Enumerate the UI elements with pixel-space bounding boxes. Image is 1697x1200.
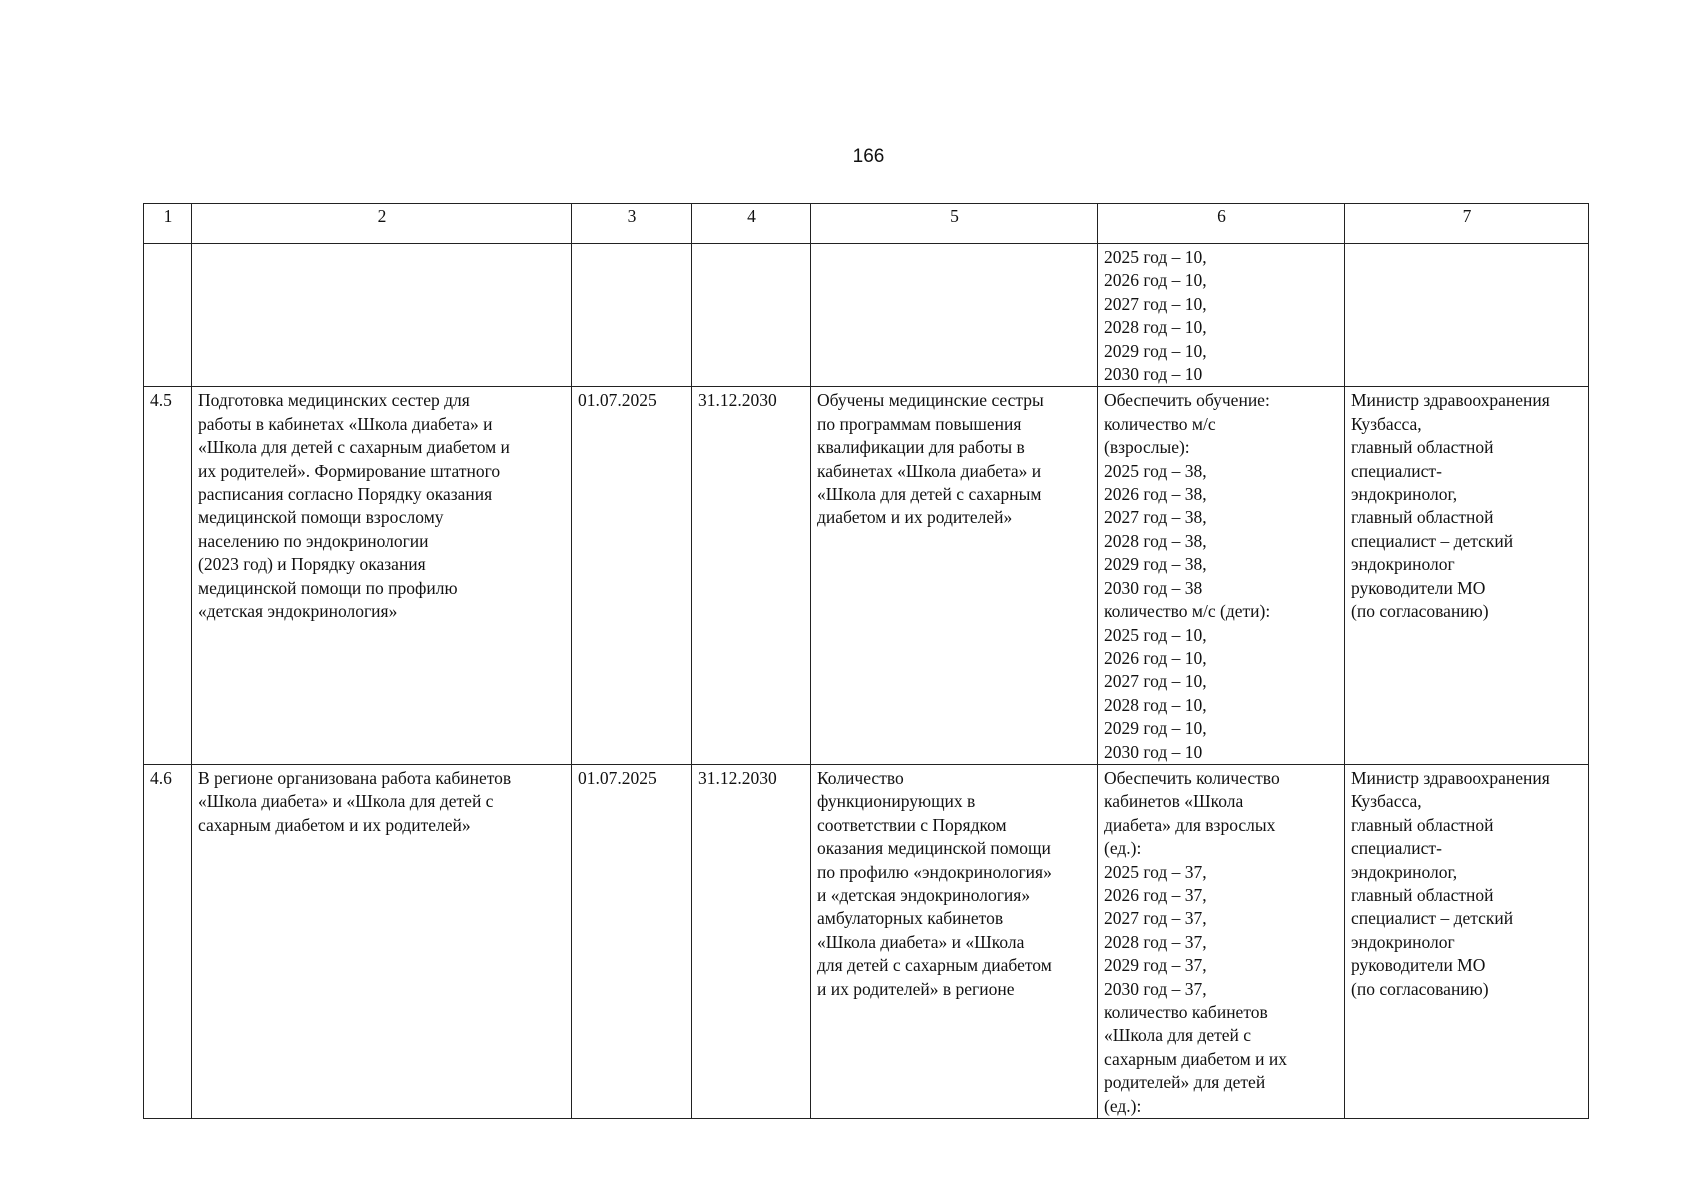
indicator-line: 2029 год – 38,: [1104, 554, 1207, 575]
indicator-line: 2026 год – 37,: [1104, 884, 1207, 905]
indicator-line: диабета» для взрослых: [1104, 814, 1276, 835]
text-line: (по согласованию): [1351, 978, 1489, 999]
indicator-text: [1104, 767, 1339, 1118]
column-header-1: 1: [144, 204, 192, 244]
start-date: 01.07.2025: [572, 387, 692, 765]
indicator-line: количество м/с (дети):: [1104, 601, 1271, 622]
text-line: «Школа диабета» и «Школа для детей с: [198, 791, 494, 812]
text-line: (по согласованию): [1351, 601, 1489, 622]
text-line: эндокринолог,: [1351, 861, 1458, 882]
continuation-row: [144, 244, 1589, 387]
continuation-num-cell: [144, 244, 192, 387]
indicator-cell: [1098, 387, 1345, 765]
indicator-line: (ед.):: [1104, 1095, 1142, 1116]
continuation-end-cell: [692, 244, 811, 387]
indicator-line: 2027 год – 10,: [1104, 293, 1207, 314]
indicator-line: 2026 год – 10,: [1104, 270, 1207, 291]
indicator-line: 2026 год – 38,: [1104, 484, 1207, 505]
indicator-line: 2029 год – 10,: [1104, 340, 1207, 361]
text-line: главный областной: [1351, 884, 1494, 905]
indicator-line: количество м/с: [1104, 413, 1216, 434]
text-line: расписания согласно Порядку оказания: [198, 484, 493, 505]
row-number: 4.6: [144, 764, 192, 1118]
row-number: 4.5: [144, 387, 192, 765]
measures-table: [143, 203, 1589, 1119]
text-line: диабетом и их родителей»: [817, 507, 1013, 528]
text-line: медицинской помощи по профилю: [198, 577, 458, 598]
text-line: их родителей». Формирование штатного: [198, 460, 501, 481]
column-header-5: 5: [811, 204, 1098, 244]
column-header-6: 6: [1098, 204, 1345, 244]
indicator-line: 2025 год – 10,: [1104, 247, 1207, 267]
indicator-line: сахарным диабетом и их: [1104, 1048, 1287, 1069]
text-line: для детей с сахарным диабетом: [817, 955, 1052, 976]
text-line: В регионе организована работа кабинетов: [198, 767, 512, 788]
indicator-line: родителей» для детей: [1104, 1072, 1266, 1093]
indicator-line: 2028 год – 10,: [1104, 694, 1207, 715]
text-line: Министр здравоохранения: [1351, 390, 1550, 411]
indicator-line: 2026 год – 10,: [1104, 647, 1207, 668]
page-number: 166: [852, 146, 885, 167]
result-cell: [811, 764, 1098, 1118]
indicator-line: «Школа для детей с: [1104, 1025, 1252, 1046]
indicator-line: 2027 год – 37,: [1104, 908, 1207, 929]
end-date: 31.12.2030: [692, 764, 811, 1118]
start-date: 01.07.2025: [572, 764, 692, 1118]
text-line: эндокринолог,: [1351, 484, 1458, 505]
responsible-cell: [1345, 764, 1589, 1118]
indicator-line: 2029 год – 10,: [1104, 718, 1207, 739]
text-line: и их родителей» в регионе: [817, 978, 1015, 999]
column-header-2: 2: [192, 204, 572, 244]
text-line: Кузбасса,: [1351, 413, 1422, 434]
indicator-line: 2027 год – 10,: [1104, 671, 1207, 692]
text-line: руководители МО: [1351, 955, 1486, 976]
text-line: руководители МО: [1351, 577, 1486, 598]
text-line: Количество: [817, 767, 904, 788]
text-line: функционирующих в: [817, 791, 976, 812]
text-line: специалист – детский: [1351, 530, 1514, 551]
continuation-indicator-cell: [1098, 244, 1345, 387]
continuation-title-cell: [192, 244, 572, 387]
table-row: [144, 764, 1589, 1118]
text-line: «Школа для детей с сахарным диабетом и: [198, 437, 510, 458]
column-header-4: 4: [692, 204, 811, 244]
text-line: соответствии с Порядком: [817, 814, 1007, 835]
text-line: специалист-: [1351, 838, 1442, 859]
indicator-cell: [1098, 764, 1345, 1118]
text-line: населению по эндокринологии: [198, 530, 429, 551]
responsible-cell: [1345, 387, 1589, 765]
measure-title-cell: [192, 764, 572, 1118]
indicator-line: 2025 год – 10,: [1104, 624, 1207, 645]
header-row: [144, 204, 1589, 244]
text-line: «Школа диабета» и «Школа: [817, 931, 1025, 952]
indicator-line: 2025 год – 38,: [1104, 460, 1207, 481]
indicator-line: 2030 год – 37,: [1104, 978, 1207, 999]
text-line: эндокринолог: [1351, 554, 1455, 575]
text-line: по программам повышения: [817, 413, 1022, 434]
indicator-line: количество кабинетов: [1104, 1002, 1268, 1022]
indicator-line: 2030 год – 10: [1104, 364, 1203, 385]
indicator-line: Обеспечить обучение:: [1104, 390, 1270, 411]
measure-title: [198, 767, 566, 837]
indicator-line: 2030 год – 10: [1104, 741, 1203, 762]
indicator-line: (взрослые):: [1104, 437, 1190, 458]
indicator-line: 2028 год – 38,: [1104, 530, 1207, 551]
indicator-line: 2028 год – 37,: [1104, 931, 1207, 952]
text-line: Кузбасса,: [1351, 791, 1422, 812]
continuation-indicator-lines: [1104, 246, 1339, 386]
continuation-start-cell: [572, 244, 692, 387]
indicator-line: (ед.):: [1104, 838, 1142, 859]
result-text: [817, 389, 1092, 529]
column-header-7: 7: [1345, 204, 1589, 244]
result-text: [817, 767, 1092, 1001]
text-line: «детская эндокринология»: [198, 601, 398, 622]
result-cell: [811, 387, 1098, 765]
text-line: по профилю «эндокринология»: [817, 861, 1052, 882]
indicator-line: кабинетов «Школа: [1104, 791, 1244, 812]
text-line: главный областной: [1351, 507, 1494, 528]
indicator-line: 2029 год – 37,: [1104, 955, 1207, 976]
text-line: (2023 год) и Порядку оказания: [198, 554, 426, 575]
text-line: амбулаторных кабинетов: [817, 908, 1004, 929]
indicator-line: 2025 год – 37,: [1104, 861, 1207, 882]
text-line: главный областной: [1351, 814, 1494, 835]
text-line: медицинской помощи взрослому: [198, 507, 444, 528]
text-line: Подготовка медицинских сестер для: [198, 390, 470, 411]
measure-title-cell: [192, 387, 572, 765]
column-header-3: 3: [572, 204, 692, 244]
measure-title: [198, 389, 566, 623]
text-line: кабинетах «Школа диабета» и: [817, 460, 1042, 481]
indicator-line: 2027 год – 38,: [1104, 507, 1207, 528]
text-line: сахарным диабетом и их родителей»: [198, 814, 471, 835]
text-line: эндокринолог: [1351, 931, 1455, 952]
responsible-text: [1351, 389, 1583, 623]
text-line: и «детская эндокринология»: [817, 884, 1031, 905]
text-line: специалист – детский: [1351, 908, 1514, 929]
end-date: 31.12.2030: [692, 387, 811, 765]
text-line: работы в кабинетах «Школа диабета» и: [198, 413, 493, 434]
indicator-line: 2030 год – 38: [1104, 577, 1203, 598]
text-line: «Школа для детей с сахарным: [817, 484, 1042, 505]
indicator-line: 2028 год – 10,: [1104, 317, 1207, 338]
responsible-text: [1351, 767, 1583, 1001]
indicator-line: Обеспечить количество: [1104, 767, 1280, 788]
text-line: специалист-: [1351, 460, 1442, 481]
text-line: оказания медицинской помощи: [817, 838, 1051, 859]
text-line: квалификации для работы в: [817, 437, 1025, 458]
continuation-result-cell: [811, 244, 1098, 387]
text-line: Министр здравоохранения: [1351, 767, 1550, 788]
continuation-responsible-cell: [1345, 244, 1589, 387]
text-line: Обучены медицинские сестры: [817, 390, 1044, 411]
indicator-text: [1104, 389, 1339, 764]
text-line: главный областной: [1351, 437, 1494, 458]
table-row: [144, 387, 1589, 765]
